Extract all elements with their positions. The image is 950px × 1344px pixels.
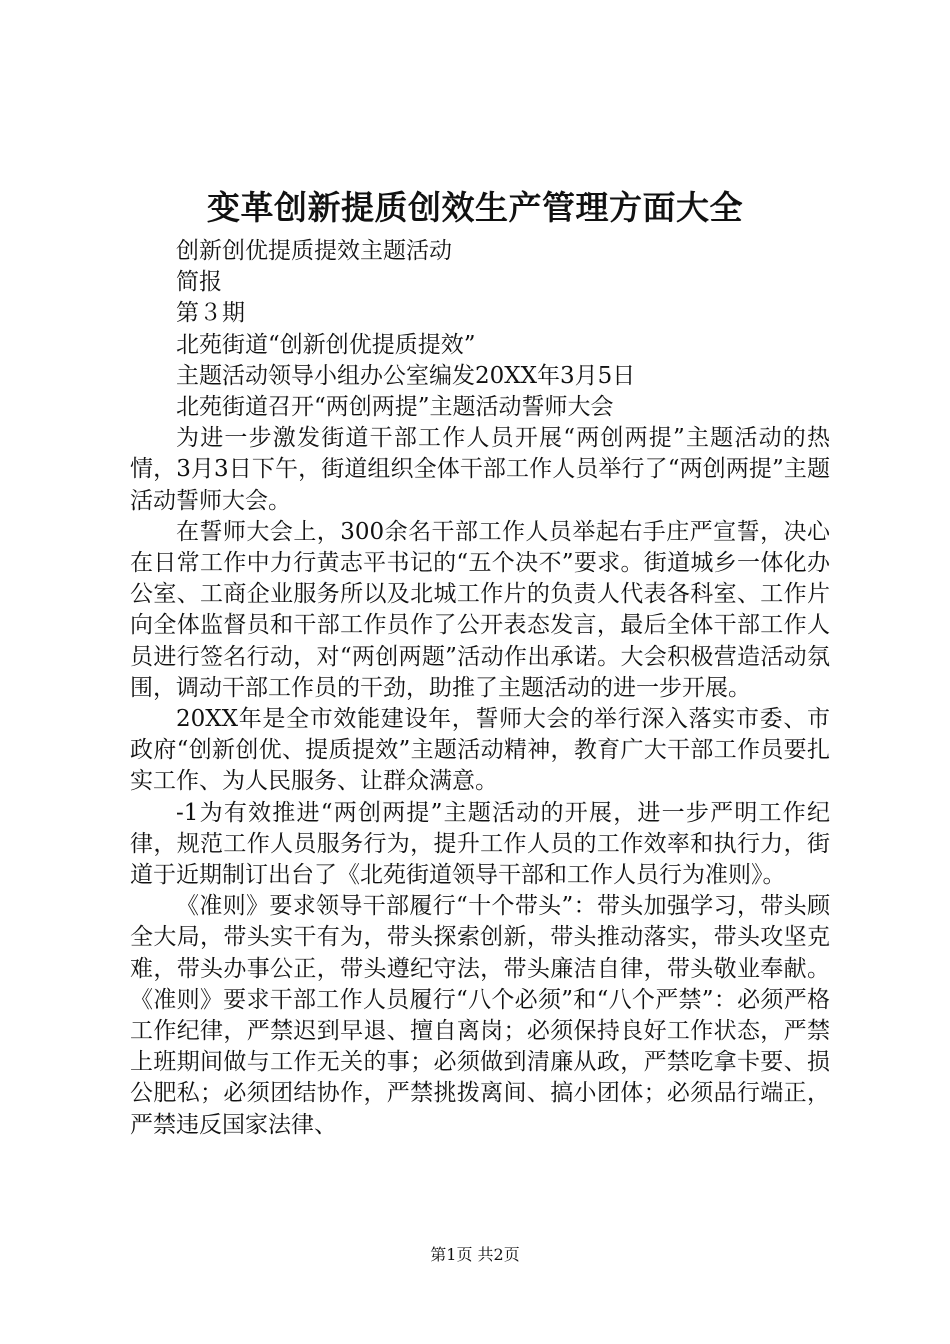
document-title: 变革创新提质创效生产管理方面大全 (207, 188, 743, 227)
body-paragraph: 为进一步激发街道干部工作人员开展“两创两提”主题活动的热情，3月3日下午，街道组织全体干部工作人员举行了“两创两提”主题活动誓师大会。 (130, 425, 830, 514)
header-line: 北苑街道召开“两创两提”主题活动誓师大会 (176, 394, 614, 421)
body-paragraph: -1为有效推进“两创两提”主题活动的开展，进一步严明工作纪律，规范工作人员服务行为，提升工作人员的工作效率和执行力，街道于近期制订出台了《北苑街道领导干部和工作人员行为准则》。 (130, 799, 830, 889)
header-line: 简报 (176, 269, 222, 296)
document-body (130, 236, 830, 1141)
body-paragraph: 在誓师大会上，300余名干部工作人员举起右手庄严宣誓，决心在日常工作中力行黄志平书记的“五个决不”要求。街道城乡一体化办公室、工商企业服务所以及北城工作片的负责人代表各科室、工作片向全体监督员和干部工作员作了公开表态发言，最后全体干部工作人员进行签名行动，对“两创两题”活动作出承诺。大会积极营造活动氛围，调动干部工作员的干劲，助推了主题活动的进一步开展。 (130, 518, 830, 701)
header-line: 主题活动领导小组办公室编发20XX年3月5日 (176, 362, 636, 389)
page-footer: 第1页 共2页 (430, 1245, 520, 1264)
header-line: 创新创优提质提效主题活动 (176, 238, 452, 264)
header-line: 北苑街道“创新创优提质提效” (176, 331, 476, 358)
body-paragraph: 20XX年是全市效能建设年，誓师大会的举行深入落实市委、市政府“创新创优、提质提效”主题活动精神，教育广大干部工作员要扎实工作、为人民服务、让群众满意。 (130, 706, 830, 795)
body-paragraph: 《准则》要求领导干部履行“十个带头”：带头加强学习，带头顾全大局，带头实干有为，带头探索创新，带头推动落实，带头攻坚克难，带头办事公正，带头遵纪守法，带头廉洁自律，带头敬业奉献。《准则》要求干部工作人员履行“八个必须”和“八个严禁”：必须严格工作纪律，严禁迟到早退、擅自离岗；必须保持良好工作状态，严禁上班期间做与工作无关的事；必须做到清廉从政，严禁吃拿卡要、损公肥私；必须团结协作，严禁挑拨离间、搞小团体；必须品行端正，严禁违反国家法律、 (130, 893, 830, 1138)
header-line: 第３期 (176, 300, 245, 327)
